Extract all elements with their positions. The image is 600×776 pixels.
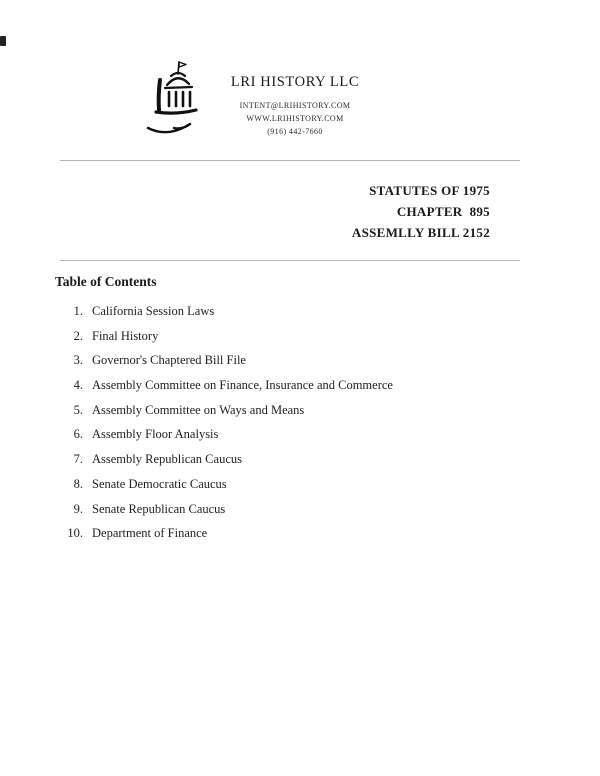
- toc-item: [55, 403, 535, 428]
- toc-item: [55, 526, 535, 551]
- toc-item: [55, 353, 535, 378]
- scan-artifact: [0, 36, 6, 46]
- email-text: INTENT@LRIHISTORY.COM: [239, 101, 351, 110]
- company-name: LRI HISTORY LLC: [230, 74, 360, 90]
- statute-line-2: CHAPTER 895: [396, 204, 490, 219]
- toc-title: Table of Contents: [55, 274, 157, 289]
- letterhead: [205, 74, 385, 138]
- horizontal-rule-bottom: [60, 260, 520, 261]
- toc-item-number: 7.: [73, 452, 83, 467]
- toc-item: [55, 452, 535, 477]
- toc-item-label: Assembly Republican Caucus: [92, 452, 242, 467]
- toc-item: [55, 502, 535, 527]
- phone-text: (916) 442-7660: [267, 127, 323, 136]
- toc-item-label: Assembly Committee on Ways and Means: [92, 402, 305, 417]
- toc-item-label: Assembly Committee on Finance, Insurance and Commerce: [92, 378, 393, 393]
- toc-item-label: California Session Laws: [92, 304, 215, 318]
- toc-list: [55, 304, 535, 551]
- capitol-building-icon: [138, 58, 210, 146]
- toc-item: [55, 427, 535, 452]
- toc-item-label: Senate Democratic Caucus: [92, 476, 227, 491]
- toc-item-number: 1.: [73, 304, 83, 318]
- toc-item-number: 5.: [73, 402, 83, 417]
- toc-item-label: Assembly Floor Analysis: [92, 427, 219, 442]
- toc-item-number: 8.: [73, 476, 83, 491]
- toc-item-number: 10.: [67, 526, 83, 541]
- toc-item: [55, 477, 535, 502]
- toc-item-number: 3.: [73, 353, 83, 368]
- statute-line-3: ASSEMLLY BILL 2152: [351, 225, 490, 240]
- toc-item-number: 2.: [73, 328, 83, 343]
- statute-block: [352, 180, 490, 243]
- toc-item-label: Senate Republican Caucus: [92, 501, 226, 516]
- toc-item-number: 4.: [73, 378, 83, 393]
- website-text: WWW.LRIHISTORY.COM: [246, 114, 344, 123]
- toc-item: [55, 329, 535, 354]
- statute-line-1: STATUTES OF 1975: [369, 183, 490, 198]
- toc-item-number: 6.: [73, 427, 83, 442]
- toc-item-label: Final History: [92, 328, 159, 343]
- horizontal-rule-top: [60, 160, 520, 161]
- toc-item-label: Governor's Chaptered Bill File: [92, 353, 246, 368]
- toc-item: [55, 304, 535, 329]
- toc-item-label: Department of Finance: [92, 526, 208, 541]
- toc-item: [55, 378, 535, 403]
- toc-item-number: 9.: [73, 501, 83, 516]
